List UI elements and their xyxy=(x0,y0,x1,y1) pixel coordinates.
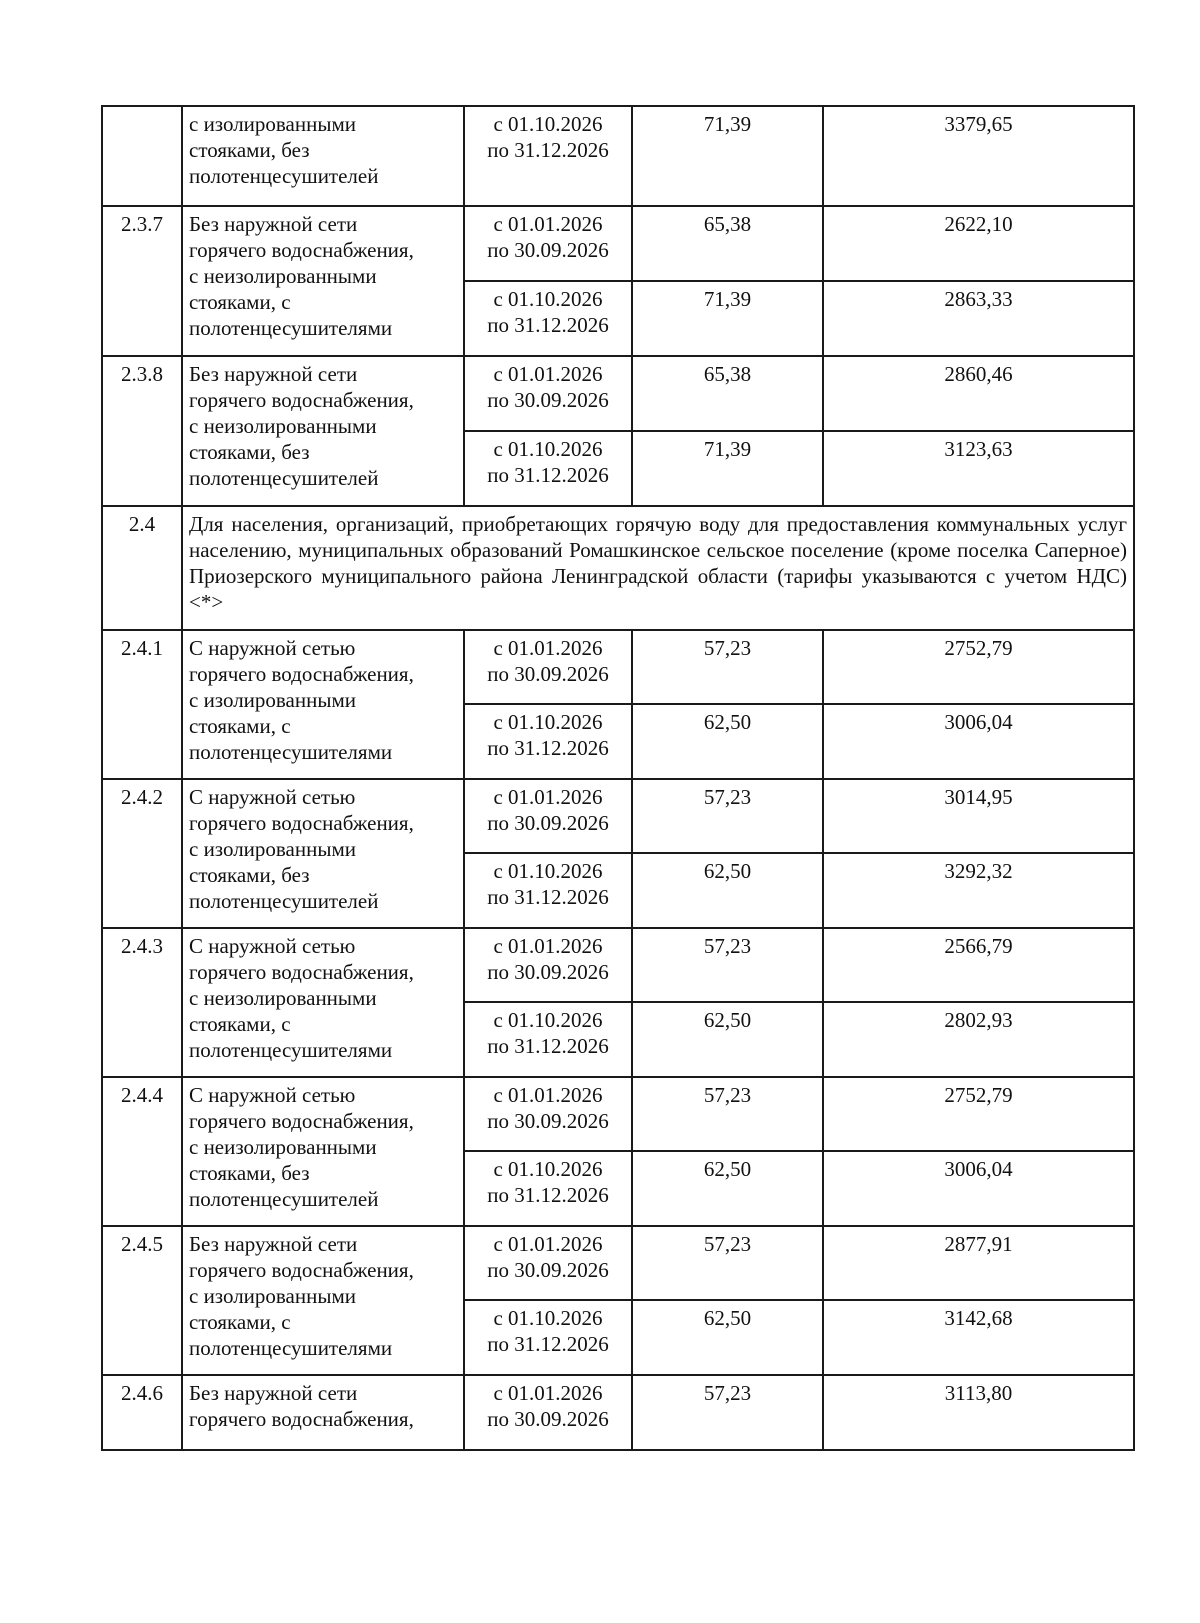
value-cell-2: 2877,91 xyxy=(823,1226,1134,1300)
period-cell xyxy=(464,928,632,1002)
value-cell-2: 3292,32 xyxy=(823,853,1134,928)
value-cell-2: 3006,04 xyxy=(823,1151,1134,1226)
description-line: стояками, без xyxy=(189,863,310,887)
description-cell xyxy=(182,356,464,506)
period-cell xyxy=(464,1077,632,1151)
period-from: с 01.10.2026 xyxy=(493,112,603,136)
period-to: по 31.12.2026 xyxy=(487,313,609,337)
period-to: по 31.12.2026 xyxy=(487,138,609,162)
table-row xyxy=(102,1375,1134,1450)
period-to: по 30.09.2026 xyxy=(487,960,609,984)
table-row xyxy=(102,779,1134,853)
period-from: с 01.10.2026 xyxy=(493,1008,603,1032)
description-line: с изолированными xyxy=(189,837,356,861)
description-line: горячего водоснабжения, xyxy=(189,1407,414,1431)
period-cell xyxy=(464,281,632,356)
value-cell-1: 57,23 xyxy=(632,630,823,704)
description-line: с неизолированными xyxy=(189,264,377,288)
description-line: горячего водоснабжения, xyxy=(189,811,414,835)
description-line: стояками, с xyxy=(189,1310,291,1334)
period-cell xyxy=(464,630,632,704)
description-line: с неизолированными xyxy=(189,986,377,1010)
description-line: стояками, с xyxy=(189,290,291,314)
row-number-cell xyxy=(102,106,182,206)
description-line: полотенцесушителями xyxy=(189,1336,393,1360)
period-to: по 30.09.2026 xyxy=(487,1258,609,1282)
period-cell xyxy=(464,1375,632,1450)
period-from: с 01.10.2026 xyxy=(493,859,603,883)
description-line: горячего водоснабжения, xyxy=(189,960,414,984)
description-line: с неизолированными xyxy=(189,414,377,438)
period-to: по 31.12.2026 xyxy=(487,885,609,909)
description-line: горячего водоснабжения, xyxy=(189,238,414,262)
value-cell-1: 71,39 xyxy=(632,281,823,356)
description-line: полотенцесушителями xyxy=(189,316,393,340)
table-row xyxy=(102,928,1134,1002)
description-line: полотенцесушителей xyxy=(189,164,379,188)
description-line: с изолированными xyxy=(189,688,356,712)
description-line: горячего водоснабжения, xyxy=(189,1109,414,1133)
value-cell-2: 2752,79 xyxy=(823,1077,1134,1151)
row-number-cell: 2.4.5 xyxy=(102,1226,182,1375)
value-cell-1: 57,23 xyxy=(632,1077,823,1151)
period-from: с 01.01.2026 xyxy=(493,636,603,660)
table-row xyxy=(102,206,1134,281)
period-from: с 01.10.2026 xyxy=(493,287,603,311)
row-number-cell: 2.4.1 xyxy=(102,630,182,779)
description-line: полотенцесушителями xyxy=(189,740,393,764)
description-line: стояками, без xyxy=(189,1161,310,1185)
table-row xyxy=(102,1226,1134,1300)
period-to: по 31.12.2026 xyxy=(487,1183,609,1207)
description-cell xyxy=(182,1375,464,1450)
description-line: горячего водоснабжения, xyxy=(189,662,414,686)
value-cell-2: 3006,04 xyxy=(823,704,1134,779)
description-line: с неизолированными xyxy=(189,1135,377,1159)
period-from: с 01.01.2026 xyxy=(493,934,603,958)
period-to: по 31.12.2026 xyxy=(487,1332,609,1356)
value-cell-2: 3142,68 xyxy=(823,1300,1134,1375)
value-cell-2: 2566,79 xyxy=(823,928,1134,1002)
period-to: по 30.09.2026 xyxy=(487,811,609,835)
value-cell-1: 65,38 xyxy=(632,356,823,431)
value-cell-1: 62,50 xyxy=(632,1002,823,1077)
row-number-cell: 2.4.2 xyxy=(102,779,182,928)
description-line: стояками, без xyxy=(189,440,310,464)
period-cell xyxy=(464,1300,632,1375)
value-cell-2: 3014,95 xyxy=(823,779,1134,853)
period-to: по 30.09.2026 xyxy=(487,238,609,262)
description-line: стояками, с xyxy=(189,1012,291,1036)
description-cell xyxy=(182,779,464,928)
description-line: с изолированными xyxy=(189,1284,356,1308)
description-cell xyxy=(182,206,464,356)
value-cell-2: 2752,79 xyxy=(823,630,1134,704)
period-cell xyxy=(464,779,632,853)
description-line: Без наружной сети xyxy=(189,1381,358,1405)
description-line: Без наружной сети xyxy=(189,362,358,386)
description-line: Без наружной сети xyxy=(189,1232,358,1256)
description-cell xyxy=(182,1226,464,1375)
value-cell-2: 3113,80 xyxy=(823,1375,1134,1450)
period-to: по 31.12.2026 xyxy=(487,463,609,487)
description-cell xyxy=(182,630,464,779)
period-to: по 30.09.2026 xyxy=(487,662,609,686)
period-to: по 30.09.2026 xyxy=(487,1109,609,1133)
value-cell-2: 2860,46 xyxy=(823,356,1134,431)
period-from: с 01.01.2026 xyxy=(493,1381,603,1405)
table-row xyxy=(102,356,1134,431)
row-number-cell: 2.4.3 xyxy=(102,928,182,1077)
value-cell-1: 62,50 xyxy=(632,704,823,779)
period-to: по 30.09.2026 xyxy=(487,1407,609,1431)
section-row xyxy=(102,506,1134,630)
period-cell xyxy=(464,206,632,281)
period-from: с 01.10.2026 xyxy=(493,710,603,734)
period-from: с 01.01.2026 xyxy=(493,1083,603,1107)
description-line: стояками, без xyxy=(189,138,310,162)
description-line: с изолированными xyxy=(189,112,356,136)
description-line: С наружной сетью xyxy=(189,1083,356,1107)
description-line: С наружной сетью xyxy=(189,934,356,958)
value-cell-1: 62,50 xyxy=(632,1151,823,1226)
period-cell xyxy=(464,853,632,928)
period-from: с 01.01.2026 xyxy=(493,1232,603,1256)
period-to: по 30.09.2026 xyxy=(487,388,609,412)
row-number-cell: 2.4.4 xyxy=(102,1077,182,1226)
value-cell-1: 62,50 xyxy=(632,1300,823,1375)
value-cell-1: 57,23 xyxy=(632,1226,823,1300)
row-number-cell: 2.3.7 xyxy=(102,206,182,356)
value-cell-1: 57,23 xyxy=(632,779,823,853)
period-from: с 01.10.2026 xyxy=(493,437,603,461)
table-row-continuation xyxy=(102,106,1134,206)
value-cell-1: 57,23 xyxy=(632,1375,823,1450)
row-number-cell: 2.4.6 xyxy=(102,1375,182,1450)
value-cell-2: 2622,10 xyxy=(823,206,1134,281)
period-cell xyxy=(464,356,632,431)
period-cell xyxy=(464,431,632,506)
period-from: с 01.01.2026 xyxy=(493,785,603,809)
description-line: Без наружной сети xyxy=(189,212,358,236)
value-cell-2: 3379,65 xyxy=(823,106,1134,206)
description-cell xyxy=(182,1077,464,1226)
period-from: с 01.01.2026 xyxy=(493,212,603,236)
value-cell-2: 3123,63 xyxy=(823,431,1134,506)
description-line: С наружной сетью xyxy=(189,636,356,660)
value-cell-1: 62,50 xyxy=(632,853,823,928)
period-cell xyxy=(464,1226,632,1300)
period-cell xyxy=(464,704,632,779)
value-cell-1: 71,39 xyxy=(632,431,823,506)
description-cell xyxy=(182,106,464,206)
table-row xyxy=(102,1077,1134,1151)
description-line: полотенцесушителями xyxy=(189,1038,393,1062)
tariff-table xyxy=(101,105,1135,1451)
period-cell xyxy=(464,106,632,206)
description-cell xyxy=(182,928,464,1077)
value-cell-1: 71,39 xyxy=(632,106,823,206)
period-cell xyxy=(464,1151,632,1226)
description-line: полотенцесушителей xyxy=(189,1187,379,1211)
period-cell xyxy=(464,1002,632,1077)
table-row xyxy=(102,630,1134,704)
description-line: полотенцесушителей xyxy=(189,889,379,913)
value-cell-2: 2863,33 xyxy=(823,281,1134,356)
period-from: с 01.01.2026 xyxy=(493,362,603,386)
description-line: стояками, с xyxy=(189,714,291,738)
section-number-cell: 2.4 xyxy=(102,506,182,630)
description-line: полотенцесушителей xyxy=(189,466,379,490)
row-number-cell: 2.3.8 xyxy=(102,356,182,506)
value-cell-1: 57,23 xyxy=(632,928,823,1002)
table-body xyxy=(102,106,1134,1450)
period-from: с 01.10.2026 xyxy=(493,1306,603,1330)
period-to: по 31.12.2026 xyxy=(487,736,609,760)
period-from: с 01.10.2026 xyxy=(493,1157,603,1181)
section-description-cell: Для населения, организаций, приобретающих горячую воду для предоставления коммунальных услуг населению, муниципальных образований Ромашкинское сельское поселение (кроме поселка Саперное) Приозерского муниципального района Ленинградской области (тарифы указываются с учетом НДС) <*> xyxy=(182,506,1134,630)
description-line: горячего водоснабжения, xyxy=(189,388,414,412)
value-cell-1: 65,38 xyxy=(632,206,823,281)
value-cell-2: 2802,93 xyxy=(823,1002,1134,1077)
description-line: С наружной сетью xyxy=(189,785,356,809)
period-to: по 31.12.2026 xyxy=(487,1034,609,1058)
description-line: горячего водоснабжения, xyxy=(189,1258,414,1282)
